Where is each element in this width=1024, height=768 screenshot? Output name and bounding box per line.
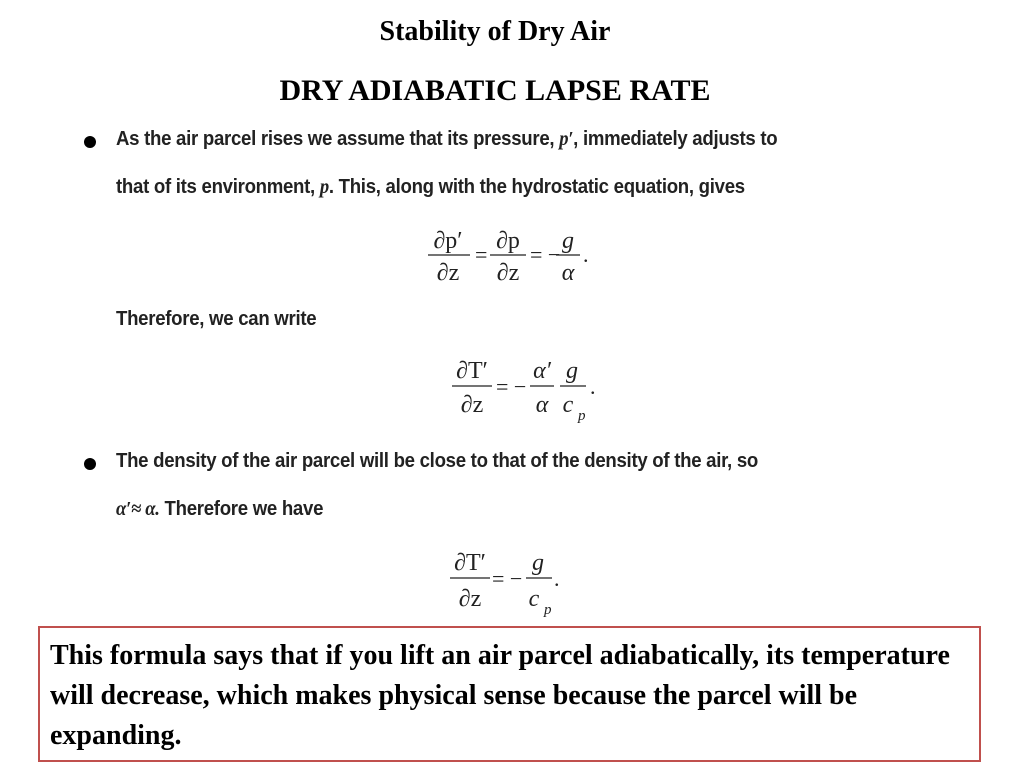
equation-temperature-alpha bbox=[448, 352, 618, 430]
equation-hydrostatic bbox=[420, 222, 600, 292]
bullet-2-line-1: The density of the air parcel will be close to that of the density of the air, so bbox=[116, 450, 758, 472]
note-text: This formula says that if you lift an air parcel adiabatically, its temperature will decrease, which makes physical sense because the parcel will be expanding. bbox=[50, 640, 950, 751]
bullet-1-line-2 bbox=[116, 176, 745, 199]
eq1-num3: g bbox=[562, 228, 574, 254]
bullet-1-line-2-pre: that of its environment, bbox=[116, 176, 320, 198]
eq3-eq-a: = − bbox=[492, 566, 523, 591]
bullet-1-line-2-var: p bbox=[319, 176, 329, 198]
bullet-1-line-1-var: p′ bbox=[559, 128, 574, 150]
eq2-end: . bbox=[590, 374, 596, 399]
bullet-2-line-2 bbox=[116, 498, 323, 521]
eq2-eq-a: = − bbox=[496, 374, 527, 399]
therefore-text: Therefore, we can write bbox=[116, 308, 317, 330]
eq3-end: . bbox=[554, 566, 560, 591]
note-box bbox=[38, 626, 981, 762]
eq2-den1: ∂z bbox=[460, 392, 484, 418]
eq1-num1: ∂p′ bbox=[433, 228, 463, 254]
eq3-num1: ∂T′ bbox=[454, 550, 486, 576]
slide-title: Stability of Dry Air bbox=[379, 16, 611, 47]
eq3-den2-sub: p bbox=[544, 602, 552, 618]
bullet-dot bbox=[84, 458, 96, 470]
eq1-eq-b: = − bbox=[530, 242, 561, 267]
slide-subtitle: DRY ADIABATIC LAPSE RATE bbox=[279, 74, 711, 107]
eq3-den2: c bbox=[528, 586, 540, 612]
bullet-1-line-1-pre: As the air parcel rises we assume that its pressure, bbox=[116, 128, 560, 150]
eq2-num3: g bbox=[566, 358, 578, 384]
eq1-eq-a: = bbox=[475, 242, 488, 267]
bullet-2-line-2-post: Therefore we have bbox=[159, 498, 324, 520]
bullet-1-line-1-post: , immediately adjusts to bbox=[573, 128, 778, 150]
eq3-den1: ∂z bbox=[458, 586, 482, 612]
bullet-1-line-2-post: . This, along with the hydrostatic equation, gives bbox=[328, 176, 745, 198]
eq2-den2: α bbox=[535, 392, 549, 418]
eq2-num2: α′ bbox=[533, 358, 551, 384]
eq1-den3: α bbox=[561, 260, 575, 286]
eq1-num2: ∂p bbox=[496, 228, 520, 254]
eq2-den3: c bbox=[562, 392, 574, 418]
eq1-den1: ∂z bbox=[436, 260, 460, 286]
eq2-num1: ∂T′ bbox=[456, 358, 488, 384]
eq1-end: . bbox=[583, 242, 589, 267]
bullet-dot bbox=[84, 136, 96, 148]
bullet-2-line-2-pre: α′≈ α. bbox=[116, 498, 160, 520]
eq1-den2: ∂z bbox=[496, 260, 520, 286]
eq2-den3-sub: p bbox=[578, 408, 586, 424]
bullet-1-line-1 bbox=[116, 128, 777, 151]
equation-dry-lapse-rate bbox=[446, 544, 576, 624]
eq3-num2: g bbox=[532, 550, 544, 576]
